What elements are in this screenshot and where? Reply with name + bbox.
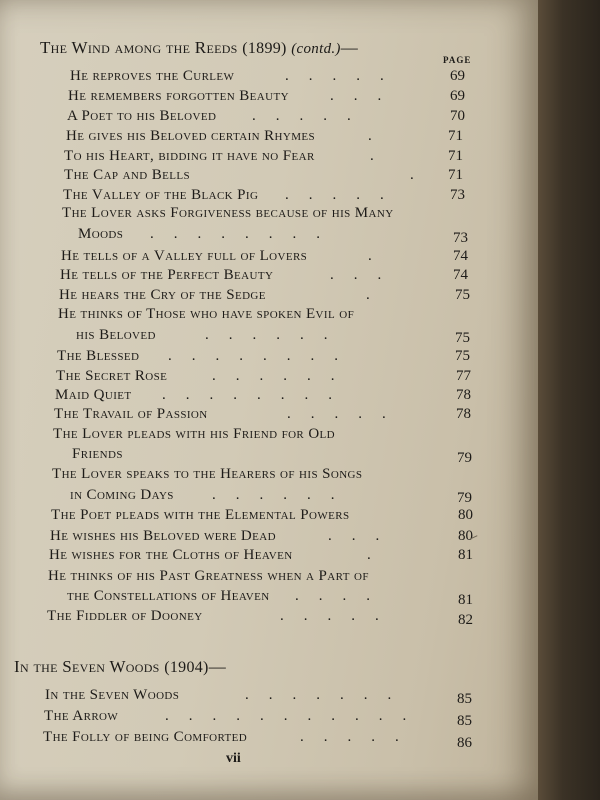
toc-entry-title: The Travail of Passion xyxy=(54,406,208,422)
toc-entry-title: his Beloved xyxy=(76,327,156,343)
leader-dots: . xyxy=(368,248,392,264)
leader-dots: ..... xyxy=(287,406,406,422)
toc-entry-title: The Poet pleads with the Elemental Powers xyxy=(51,507,350,523)
toc-entry-title: He thinks of Those who have spoken Evil of xyxy=(58,306,355,322)
toc-entry-title: The Lover speaks to the Hearers of his Songs xyxy=(52,466,363,482)
leader-dots: ........... xyxy=(165,708,427,724)
toc-entry-page-number: 71 xyxy=(448,167,463,183)
toc-entry-title: The Arrow xyxy=(44,708,119,724)
leader-dots: ..... xyxy=(285,68,404,84)
toc-entry-page-number: 77 xyxy=(456,368,471,384)
toc-entry-page-number: 70 xyxy=(450,108,465,124)
leader-dots: . xyxy=(368,128,392,144)
toc-entry-title: The Folly of being Comforted xyxy=(43,729,248,745)
section-heading-seven-woods xyxy=(14,657,226,677)
toc-entry-page-number: 73 xyxy=(453,230,468,246)
toc-entry-title: To his Heart, bidding it have no Fear xyxy=(64,148,315,164)
toc-entry-title: in Coming Days xyxy=(70,487,174,503)
toc-entry-title: He tells of the Perfect Beauty xyxy=(60,267,274,283)
page-column-label: PAGE xyxy=(443,55,472,65)
toc-entry-page-number: 85 xyxy=(457,691,472,707)
toc-entry-page-number: 74 xyxy=(453,267,468,283)
toc-entry-title: In the Seven Woods xyxy=(45,687,180,703)
book-edge-shadow xyxy=(538,0,600,800)
toc-entry-page-number: 71 xyxy=(448,148,463,164)
toc-entry-page-number: 80 xyxy=(458,507,473,523)
toc-entry-page-number: 80 xyxy=(458,528,473,544)
leader-dots: ...... xyxy=(212,487,355,503)
toc-entry-page-number: 71 xyxy=(448,128,463,144)
leader-dots: ..... xyxy=(300,729,419,745)
leader-dots: ........ xyxy=(168,348,358,364)
toc-entry-page-number: 75 xyxy=(455,348,470,364)
toc-entry-title: The Valley of the Black Pig xyxy=(63,187,259,203)
toc-entry-title: the Constellations of Heaven xyxy=(67,588,270,604)
leader-dots: ....... xyxy=(245,687,412,703)
section-heading-wind-among-reeds xyxy=(40,38,358,58)
leader-dots: ..... xyxy=(252,108,371,124)
toc-entry-title: Maid Quiet xyxy=(55,387,132,403)
toc-entry-title: The Fiddler of Dooney xyxy=(47,608,203,624)
toc-entry-page-number: 79 xyxy=(457,450,472,466)
page-folio: vii xyxy=(226,751,241,766)
toc-entry-page-number: 73 xyxy=(450,187,465,203)
toc-entry-title: Moods xyxy=(78,226,124,242)
toc-entry-title: The Cap and Bells xyxy=(64,167,191,183)
leader-dots: ........ xyxy=(150,226,340,242)
toc-entry-page-number: 75 xyxy=(455,330,470,346)
toc-entry-page-number: 81 xyxy=(458,547,473,563)
leader-dots: ... xyxy=(330,267,402,283)
leader-dots: ........ xyxy=(162,387,352,403)
section-year: (1899) xyxy=(242,40,287,57)
toc-entry-page-number: 81 xyxy=(458,592,473,608)
toc-entry-page-number: 79 xyxy=(457,490,472,506)
leader-dots: . xyxy=(367,547,391,563)
toc-entry-title: He thinks of his Past Greatness when a Part of xyxy=(48,568,369,584)
toc-entry-page-number: 78 xyxy=(456,406,471,422)
section-year: (1904) xyxy=(164,659,209,676)
leader-dots: .... xyxy=(295,588,390,604)
leader-dots: ...... xyxy=(205,327,348,343)
toc-entry-page-number: 74 xyxy=(453,248,468,264)
section-dash: — xyxy=(208,657,227,676)
toc-entry-page-number: 85 xyxy=(457,713,472,729)
toc-entry-title: He tells of a Valley full of Lovers xyxy=(61,248,308,264)
leader-dots: ... xyxy=(328,528,400,544)
toc-entry-title: The Blessed xyxy=(57,348,140,364)
leader-dots: ..... xyxy=(285,187,404,203)
toc-entry-title: The Lover pleads with his Friend for Old xyxy=(53,426,336,442)
leader-dots: ...... xyxy=(212,368,355,384)
leader-dots: ... xyxy=(330,88,402,104)
leader-dots: ..... xyxy=(280,608,399,624)
toc-entry-page-number: 69 xyxy=(450,88,465,104)
toc-entry-page-number: 82 xyxy=(458,612,473,628)
leader-dots: . xyxy=(366,287,390,303)
toc-entry-title: Friends xyxy=(72,446,123,462)
toc-entry-title: He remembers forgotten Beauty xyxy=(68,88,289,104)
section-title: The Wind among the Reeds xyxy=(40,38,238,57)
toc-entry-page-number: 69 xyxy=(450,68,465,84)
toc-entry-page-number: 75 xyxy=(455,287,470,303)
toc-entry-page-number: 86 xyxy=(457,735,472,751)
toc-entry-title: He hears the Cry of the Sedge xyxy=(59,287,266,303)
toc-entry-title: The Secret Rose xyxy=(56,368,168,384)
toc-entry-page-number: 78 xyxy=(456,387,471,403)
toc-entry-title: He wishes his Beloved were Dead xyxy=(50,528,276,544)
leader-dots: . xyxy=(370,148,394,164)
toc-entry-title: A Poet to his Beloved xyxy=(67,108,217,124)
toc-entry-title: He reproves the Curlew xyxy=(70,68,235,84)
section-continued: (contd.) xyxy=(291,41,341,57)
toc-entry-title: He gives his Beloved certain Rhymes xyxy=(66,128,316,144)
toc-entry-title: The Lover asks Forgiveness because of his Many xyxy=(62,205,394,221)
toc-entry-title: He wishes for the Cloths of Heaven xyxy=(49,547,293,563)
section-dash: — xyxy=(340,38,359,57)
section-title: In the Seven Woods xyxy=(14,657,160,676)
leader-dots: . xyxy=(410,167,434,183)
